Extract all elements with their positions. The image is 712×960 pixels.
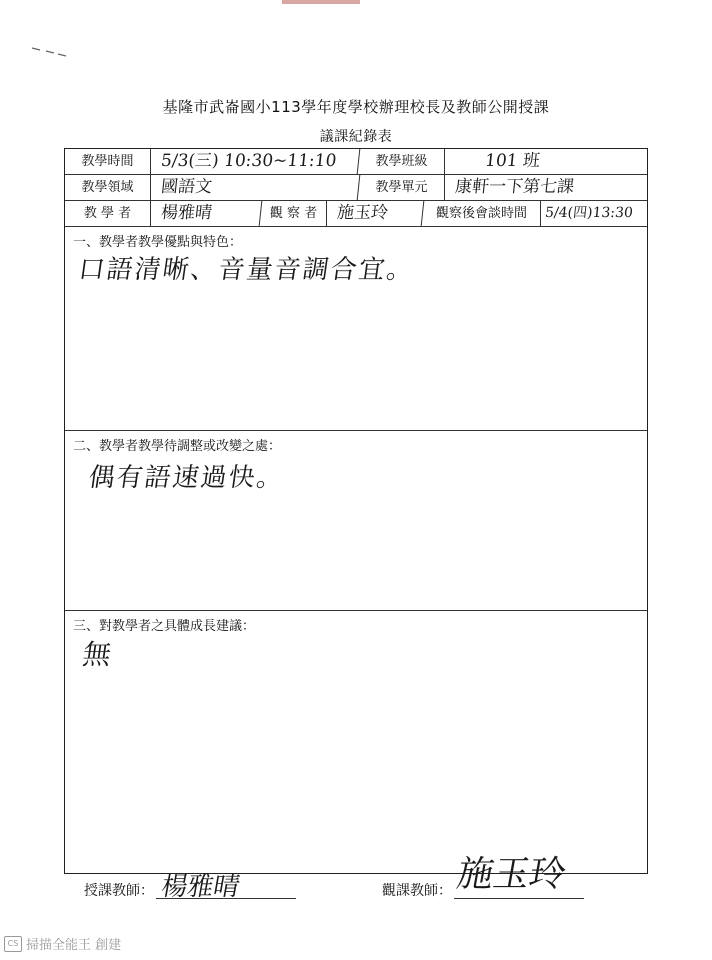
value-teaching-domain: 國語文 (150, 175, 361, 200)
scanner-watermark (4, 934, 121, 953)
section-strengths (65, 227, 647, 431)
label-teaching-unit: 教學單元 (359, 175, 445, 200)
document-title: 基隆市武崙國小113學年度學校辦理校長及教師公開授課 (162, 98, 550, 116)
camscanner-logo-icon: CS (4, 936, 22, 952)
value-observer: 施玉玲 (326, 201, 425, 226)
section-improvements (65, 431, 647, 611)
stray-pen-mark (30, 44, 70, 58)
label-post-observation-time: 觀察後會談時間 (423, 201, 541, 226)
section-improvements-content: 偶有語速過快。 (86, 463, 287, 493)
label-observer: 觀 察 者 (261, 201, 327, 226)
section-suggestions-title: 三、對教學者之具體成長建議： (73, 619, 256, 634)
label-teaching-time: 教學時間 (65, 149, 151, 174)
observer-signature-line (454, 898, 584, 899)
value-teacher: 楊雅晴 (150, 201, 263, 226)
label-teaching-domain: 教學領域 (65, 175, 151, 200)
value-post-observation-time: 5/4(四)13:30 (544, 205, 634, 221)
observer-signature: 施玉玲 (453, 854, 570, 895)
observer-signature-label: 觀課教師： (382, 883, 452, 899)
section-suggestions-content: 無 (80, 638, 116, 671)
value-teaching-unit: 康軒一下第七課 (454, 177, 576, 197)
label-teacher: 教 學 者 (65, 201, 151, 226)
top-edge-mark (282, 0, 360, 4)
record-form (64, 148, 648, 874)
value-teaching-time: 5/3(三) 10:30~11:10 (150, 149, 361, 174)
section-improvements-title: 二、教學者教學待調整或改變之處： (73, 439, 282, 454)
row-domain-unit (65, 175, 647, 201)
value-teaching-class: 101 班 (484, 151, 541, 171)
section-strengths-title: 一、教學者教學優點與特色： (73, 235, 243, 250)
row-teacher-observer (65, 201, 647, 227)
document-subtitle: 議課紀錄表 (319, 129, 393, 145)
label-teaching-class: 教學班級 (359, 149, 445, 174)
section-suggestions (65, 611, 647, 875)
teacher-signature: 楊雅晴 (158, 872, 243, 902)
section-strengths-content: 口語清晰、音量音調合宜。 (76, 255, 417, 285)
row-time-class (65, 149, 647, 175)
teacher-signature-label: 授課教師： (84, 883, 154, 899)
watermark-text: 掃描全能王 創建 (26, 938, 122, 953)
